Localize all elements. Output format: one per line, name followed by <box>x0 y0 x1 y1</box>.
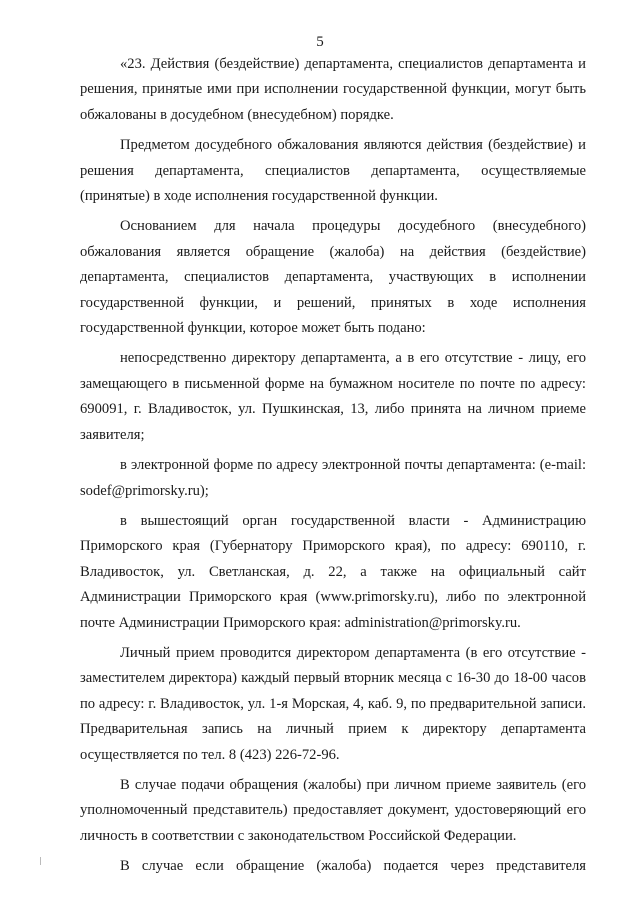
paragraph-appeal-subject: Предметом досудебного обжалования являются действия (бездействие) и решения департамента, специалистов департамента, осуществляемые (принятые) в ходе исполнения государственной функции. <box>80 137 586 205</box>
paragraph-representative: В случае если обращение (жалоба) подается через представителя <box>120 858 586 875</box>
paragraph-appeal-right: «23. Действия (бездействие) департамента, специалистов департамента и решения, принятые ими при исполнении государственной функции, могут быть обжалованы в досудебном (внесудебном) порядке. <box>80 56 586 123</box>
scan-artifact <box>40 857 41 865</box>
document-body <box>80 52 586 885</box>
paragraph-submission-director: непосредственно директору департамента, а в его отсутствие - лицу, его замещающего в письменной форме на бумажном носителе по почте по адресу: 690091, г. Владивосток, ул. Пушкинская, 13, либо принята на личном приеме заявителя; <box>80 350 586 443</box>
paragraph-identity-document: В случае подачи обращения (жалобы) при личном приеме заявитель (его уполномоченный представитель) предоставляет документ, удостоверяющий его личность в соответствии с законодательством Российской Федерации. <box>80 776 586 844</box>
paragraph-personal-reception: Личный прием проводится директором департамента (в его отсутствие - заместителем директора) каждый первый вторник месяца с 16-30 до 18-00 часов по адресу: г. Владивосток, ул. 1-я Морская, 4, каб. 9, по предварительной записи. Предварительная запись на личный прием к директору департамента осуществляется по тел. 8 (423) 226-72-96. <box>80 644 586 763</box>
paragraph-submission-administration: в вышестоящий орган государственной власти - Администрацию Приморского края (Губернатору Приморского края), по адресу: 690110, г. Владивосток, ул. Светланская, д. 22, а также на официальный сайт Администрации Приморского края (www.primorsky.ru), либо по электронной почте Администрации Приморского края: administration@primorsky.ru. <box>80 512 586 631</box>
page-number: 5 <box>316 34 324 50</box>
paragraph-submission-email: в электронной форме по адресу электронной почты департамента: (e-mail: sodef@primorsky.ru); <box>80 457 586 499</box>
paragraph-appeal-grounds: Основанием для начала процедуры досудебного (внесудебного) обжалования является обращение (жалоба) на действия (бездействие) департамента, специалистов департамента, участвующих в исполнении государственной функции, и решений, принятых в ходе исполнения государственной функции, которое может быть подано: <box>80 218 586 337</box>
